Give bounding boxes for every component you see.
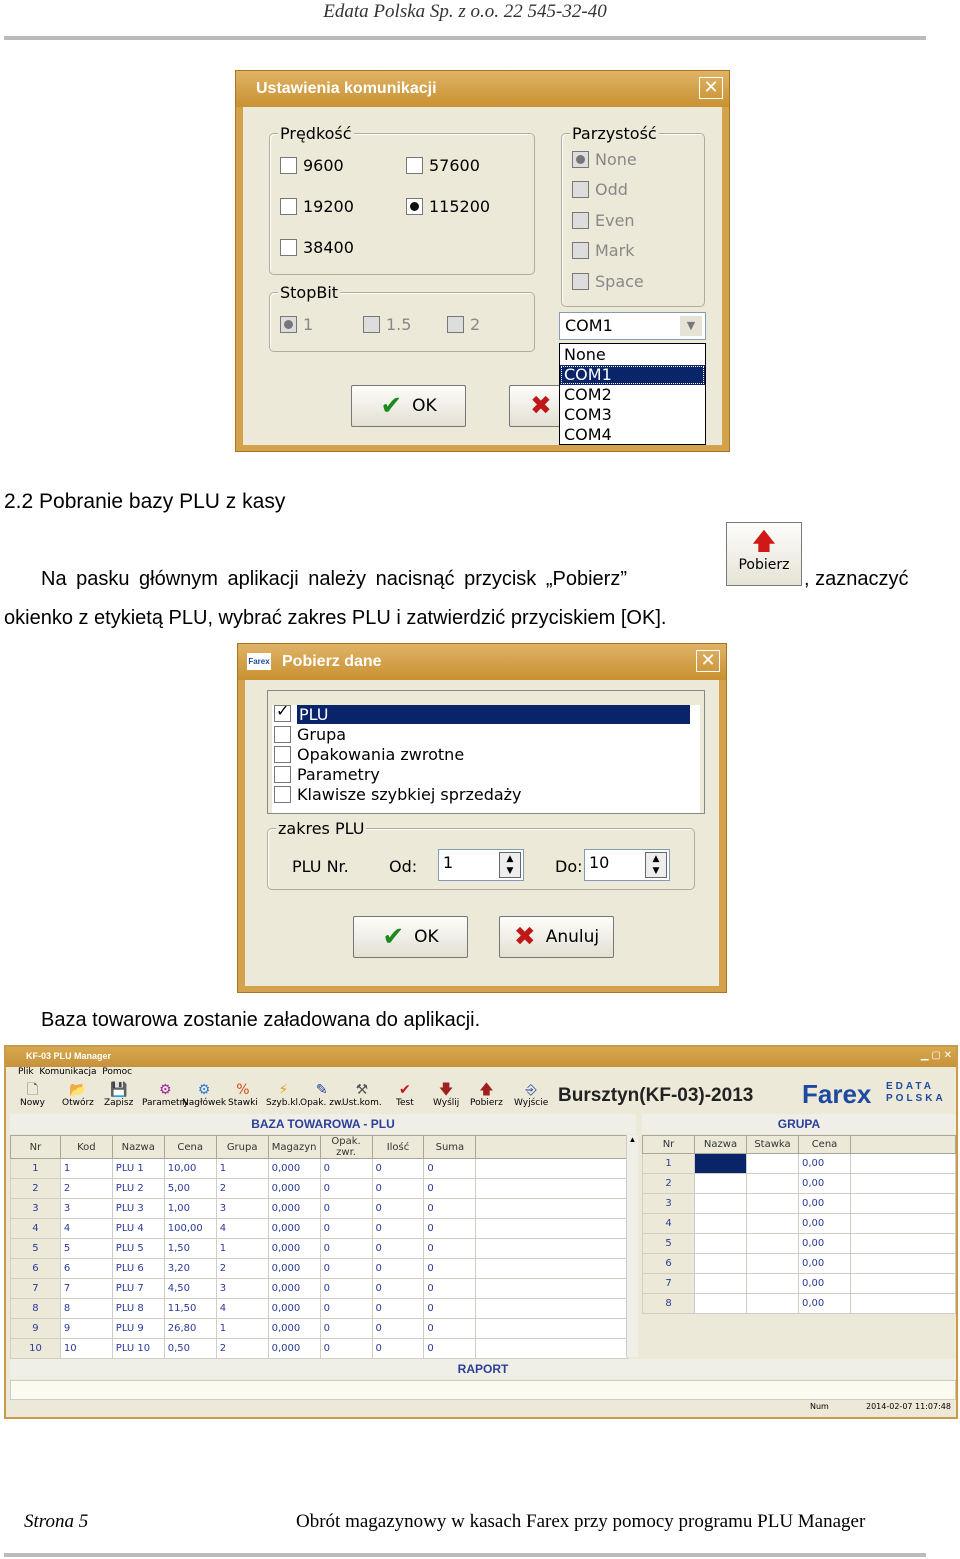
table-cell[interactable]	[747, 1294, 799, 1314]
tb-wyjscie[interactable]: ⎆ Wyjście	[514, 1082, 549, 1108]
plu-section-title: BAZA TOWAROWA - PLU	[10, 1114, 636, 1134]
table-cell[interactable]: 10,00	[164, 1159, 216, 1179]
table-cell[interactable]: 1	[643, 1154, 695, 1174]
table-cell	[851, 1234, 956, 1254]
chevron-down-icon[interactable]: ▼	[680, 316, 702, 336]
table-cell[interactable]: 1	[216, 1319, 268, 1339]
table-cell	[476, 1179, 628, 1199]
checkbox-icon	[274, 786, 291, 803]
table-cell[interactable]: 10	[11, 1339, 61, 1359]
table-cell[interactable]: 26,80	[164, 1319, 216, 1339]
table-cell[interactable]: 3	[643, 1194, 695, 1214]
table-row[interactable]	[11, 1299, 628, 1319]
footer-page: Strona 5	[24, 1511, 89, 1532]
tb-pobierz[interactable]: 🡅 Pobierz	[470, 1082, 503, 1108]
table-cell[interactable]: 2	[60, 1179, 112, 1199]
table-cell[interactable]: 5,00	[164, 1179, 216, 1199]
table-cell[interactable]: 0	[320, 1319, 372, 1339]
table-cell[interactable]: 6	[11, 1259, 61, 1279]
table-cell[interactable]	[695, 1254, 747, 1274]
dialog-client	[243, 107, 722, 445]
radio-icon	[572, 273, 589, 290]
table-cell[interactable]: 0	[424, 1279, 476, 1299]
gear-icon: ⚙	[197, 1082, 211, 1098]
table-cell[interactable]: 0,50	[164, 1339, 216, 1359]
table-row[interactable]	[643, 1174, 956, 1194]
od-label: Od:	[389, 857, 418, 876]
table-cell[interactable]: 3	[216, 1279, 268, 1299]
table-cell[interactable]: 0,000	[268, 1299, 320, 1319]
radio-icon	[406, 157, 423, 174]
table-cell[interactable]: 0,000	[268, 1159, 320, 1179]
radio-icon	[572, 181, 589, 198]
radio-icon	[280, 239, 297, 256]
table-cell[interactable]: 0,00	[799, 1174, 851, 1194]
tb-zapisz[interactable]: 💾 Zapisz	[104, 1082, 134, 1108]
table-cell[interactable]: 0	[320, 1299, 372, 1319]
menu-plik[interactable]: Plik	[18, 1067, 34, 1077]
plu-table	[10, 1135, 628, 1359]
table-cell[interactable]: 0	[424, 1219, 476, 1239]
table-cell[interactable]: PLU 5	[112, 1239, 164, 1259]
table-cell[interactable]: 0,00	[799, 1294, 851, 1314]
table-cell[interactable]: 4	[60, 1219, 112, 1239]
speed-group	[269, 124, 535, 275]
edata-logo: EDATA POLSKA	[886, 1081, 946, 1104]
table-cell[interactable]: 0,00	[799, 1194, 851, 1214]
list-item-parametry[interactable]: Parametry	[272, 765, 700, 785]
table-cell[interactable]: 6	[643, 1254, 695, 1274]
radio-icon	[572, 242, 589, 259]
table-cell[interactable]: 0	[320, 1179, 372, 1199]
port-option[interactable]: COM3	[564, 405, 612, 424]
table-cell[interactable]: 0	[424, 1339, 476, 1359]
section-heading: 2.2 Pobranie bazy PLU z kasy	[4, 490, 286, 513]
table-cell[interactable]: 0,00	[799, 1154, 851, 1174]
open-icon: 📂	[69, 1082, 87, 1098]
arrow-up-icon: 🡅	[751, 528, 777, 555]
cross-icon: ✖	[530, 391, 552, 421]
table-cell[interactable]: 11,50	[164, 1299, 216, 1319]
tb-naglowek[interactable]: ⚙ Nagłówek	[182, 1082, 227, 1108]
table-row[interactable]	[11, 1219, 628, 1239]
table-cell[interactable]: 3	[216, 1199, 268, 1219]
dialog-title: Ustawienia komunikacji	[236, 71, 729, 107]
table-cell	[476, 1259, 628, 1279]
paragraph-line: okienko z etykietą PLU, wybrać zakres PLU i zatwierdzić przyciskiem [OK].	[4, 607, 667, 629]
table-cell[interactable]: 0	[372, 1339, 424, 1359]
tb-opak[interactable]: ✎ Opak. zw.	[300, 1082, 344, 1108]
radio-icon	[280, 198, 297, 215]
table-cell[interactable]: 0	[320, 1199, 372, 1219]
table-cell[interactable]: 5	[60, 1239, 112, 1259]
range-caption: zakres PLU	[278, 819, 365, 838]
od-input[interactable]: 1 ▲ ▼	[438, 849, 524, 881]
do-input[interactable]: 10 ▲ ▼	[584, 849, 670, 881]
table-row[interactable]	[643, 1294, 956, 1314]
table-cell[interactable]	[747, 1274, 799, 1294]
table-cell[interactable]: 0	[320, 1239, 372, 1259]
table-cell[interactable]: 4	[643, 1214, 695, 1234]
table-cell[interactable]: 0	[320, 1219, 372, 1239]
parity-odd[interactable]: Odd	[572, 180, 628, 199]
table-cell	[476, 1319, 628, 1339]
table-cell[interactable]: 1,50	[164, 1239, 216, 1259]
table-cell[interactable]: 0	[424, 1299, 476, 1319]
table-row[interactable]	[11, 1319, 628, 1339]
table-cell[interactable]: 6	[60, 1259, 112, 1279]
table-row[interactable]	[11, 1259, 628, 1279]
radio-icon	[572, 212, 589, 229]
tb-stawki[interactable]: % Stawki	[228, 1082, 258, 1108]
save-icon: 💾	[109, 1082, 128, 1098]
table-cell[interactable]: 0	[372, 1259, 424, 1279]
table-cell[interactable]: 0	[372, 1239, 424, 1259]
table-cell[interactable]: 1	[216, 1239, 268, 1259]
farex-logo: Farex	[247, 653, 271, 670]
device-name: Bursztyn(KF-03)-2013	[558, 1085, 754, 1106]
paragraph-line: , zaznaczyć	[804, 568, 909, 590]
table-row[interactable]	[643, 1274, 956, 1294]
table-cell[interactable]: 1	[11, 1159, 61, 1179]
table-cell[interactable]: PLU 1	[112, 1159, 164, 1179]
paragraph-line: Baza towarowa zostanie załadowana do aplikacji.	[41, 1009, 481, 1031]
spinner-icon[interactable]: ▲ ▼	[499, 852, 521, 878]
table-cell[interactable]: 0,000	[268, 1319, 320, 1339]
table-cell[interactable]	[695, 1274, 747, 1294]
radio-selected-icon	[406, 198, 423, 215]
table-cell[interactable]: 7	[643, 1274, 695, 1294]
table-cell	[476, 1239, 628, 1259]
speed-115200[interactable]: 115200	[406, 197, 490, 216]
group-table	[642, 1135, 956, 1314]
check-icon: ✔	[380, 391, 403, 421]
table-cell	[851, 1174, 956, 1194]
stopbit-caption: StopBit	[280, 283, 339, 302]
stopbit-group	[269, 283, 535, 352]
table-cell	[851, 1214, 956, 1234]
list-item-grupa[interactable]: Grupa	[272, 725, 700, 745]
table-cell	[851, 1194, 956, 1214]
table-cell	[851, 1274, 956, 1294]
footer-rule	[4, 1553, 926, 1557]
ok-button[interactable]: ✔ OK	[353, 916, 468, 958]
table-cell[interactable]: 0	[372, 1159, 424, 1179]
table-cell[interactable]: 3	[60, 1199, 112, 1219]
table-cell[interactable]	[747, 1254, 799, 1274]
table-cell[interactable]: PLU 10	[112, 1339, 164, 1359]
table-cell[interactable]: 0	[424, 1179, 476, 1199]
stopbit-2[interactable]: 2	[447, 315, 480, 334]
table-cell	[851, 1154, 956, 1174]
table-cell[interactable]: 0	[424, 1199, 476, 1219]
table-cell[interactable]: 0	[372, 1219, 424, 1239]
table-row[interactable]	[11, 1279, 628, 1299]
speed-9600[interactable]: 9600	[280, 156, 344, 175]
pobierz-button-image	[726, 522, 802, 586]
tb-ustkom[interactable]: ⚒ Ust.kom.	[342, 1082, 382, 1108]
table-row[interactable]	[11, 1239, 628, 1259]
checkbox-icon	[274, 726, 291, 743]
table-cell[interactable]: 0	[372, 1299, 424, 1319]
checkbox-checked-icon: ✓	[276, 701, 290, 720]
tb-nowy[interactable]: 🗋 Nowy	[20, 1082, 45, 1108]
table-cell[interactable]: PLU 4	[112, 1219, 164, 1239]
list-item-plu[interactable]: ✓ PLU	[272, 705, 700, 725]
table-cell[interactable]: 0,00	[799, 1274, 851, 1294]
table-row[interactable]	[643, 1194, 956, 1214]
cross-icon: ✖	[513, 922, 536, 952]
speed-19200[interactable]: 19200	[280, 197, 354, 216]
table-cell[interactable]	[747, 1214, 799, 1234]
table-cell[interactable]: 5	[643, 1234, 695, 1254]
table-cell[interactable]: 0,000	[268, 1239, 320, 1259]
raport-panel	[10, 1380, 956, 1400]
table-row[interactable]	[643, 1154, 956, 1174]
table-cell[interactable]: 0,000	[268, 1179, 320, 1199]
table-cell[interactable]: 0	[320, 1339, 372, 1359]
table-cell[interactable]	[747, 1174, 799, 1194]
spinner-icon[interactable]: ▲ ▼	[645, 852, 667, 878]
parity-space[interactable]: Space	[572, 272, 644, 291]
paragraph-line: Na pasku głównym aplikacji należy nacisnąć przycisk „Pobierz”	[41, 568, 627, 590]
pobierz-label: Pobierz	[738, 557, 790, 573]
cancel-button[interactable]: ✖ Anuluj	[499, 916, 614, 958]
speed-caption: Prędkość	[280, 124, 352, 143]
tb-otworz[interactable]: 📂 Otwórz	[62, 1082, 94, 1108]
port-option[interactable]: COM4	[564, 425, 612, 444]
table-cell[interactable]: PLU 6	[112, 1259, 164, 1279]
table-cell[interactable]: 4	[216, 1299, 268, 1319]
table-cell[interactable]: 2	[216, 1179, 268, 1199]
table-cell[interactable]: 7	[60, 1279, 112, 1299]
menu-pomoc[interactable]: Pomoc	[102, 1067, 133, 1077]
port-option[interactable]: COM2	[564, 385, 612, 404]
table-cell[interactable]: 100,00	[164, 1219, 216, 1239]
table-cell[interactable]: 0	[424, 1239, 476, 1259]
close-icon[interactable]: ✕	[699, 77, 723, 99]
table-cell[interactable]: PLU 8	[112, 1299, 164, 1319]
table-cell[interactable]: 2	[216, 1339, 268, 1359]
radio-icon	[447, 316, 464, 333]
table-cell[interactable]: 2	[643, 1174, 695, 1194]
range-group	[267, 819, 695, 890]
parity-none[interactable]: None	[572, 150, 637, 169]
checkbox-icon	[274, 746, 291, 763]
table-header: Nr Kod Nazwa Cena Grupa Magazyn Opak. zwr. Ilość Suma	[11, 1136, 628, 1159]
table-cell	[476, 1159, 628, 1179]
tb-wyslij[interactable]: 🡇 Wyślij	[433, 1082, 460, 1108]
gear-icon: ⚙	[159, 1082, 172, 1098]
table-row[interactable]	[11, 1199, 628, 1219]
ok-button[interactable]: ✔ OK	[351, 385, 466, 427]
table-cell[interactable]: 0,000	[268, 1199, 320, 1219]
table-row[interactable]	[643, 1234, 956, 1254]
table-cell	[851, 1254, 956, 1274]
port-dropdown-list	[559, 343, 706, 445]
radio-selected-icon	[280, 316, 297, 333]
table-row[interactable]	[11, 1339, 628, 1359]
table-cell[interactable]: PLU 9	[112, 1319, 164, 1339]
table-cell[interactable]: 1	[216, 1159, 268, 1179]
farex-logo: Farex	[802, 1079, 872, 1109]
header-rule	[4, 36, 926, 40]
table-cell[interactable]: 8	[643, 1294, 695, 1314]
radio-icon	[363, 316, 380, 333]
table-cell[interactable]: 5	[11, 1239, 61, 1259]
table-cell[interactable]: 8	[11, 1299, 61, 1319]
group-section-title: GRUPA	[642, 1114, 956, 1134]
check-icon: ✔	[382, 922, 405, 952]
table-cell[interactable]: 0,000	[268, 1279, 320, 1299]
comm-settings-dialog	[235, 70, 730, 452]
table-cell[interactable]: 0,000	[268, 1259, 320, 1279]
table-cell[interactable]: 0	[372, 1319, 424, 1339]
raport-title: RAPORT	[10, 1359, 956, 1379]
table-cell[interactable]: 0	[320, 1259, 372, 1279]
table-cell[interactable]	[695, 1154, 747, 1174]
tb-szybkl[interactable]: ⚡ Szyb.kl.	[266, 1082, 301, 1108]
arrow-down-icon: 🡇	[438, 1082, 454, 1098]
table-cell[interactable]	[747, 1194, 799, 1214]
table-row[interactable]	[11, 1159, 628, 1179]
plu-nr-label: PLU Nr.	[292, 857, 349, 876]
status-num: Num	[810, 1402, 829, 1411]
table-cell[interactable]	[695, 1234, 747, 1254]
table-cell	[476, 1339, 628, 1359]
table-row[interactable]	[643, 1214, 956, 1234]
table-cell	[851, 1294, 956, 1314]
list-item-opakowania[interactable]: Opakowania zwrotne	[272, 745, 700, 765]
table-cell	[476, 1279, 628, 1299]
table-cell[interactable]: 10	[60, 1339, 112, 1359]
table-cell[interactable]: 2	[216, 1259, 268, 1279]
arrow-up-icon: 🡅	[479, 1082, 494, 1098]
table-cell[interactable]: 9	[60, 1319, 112, 1339]
table-cell[interactable]: 8	[60, 1299, 112, 1319]
checkbox-icon	[274, 766, 291, 783]
table-header: Nr Nazwa Stawka Cena	[643, 1136, 956, 1154]
new-icon: 🗋	[26, 1082, 39, 1098]
parity-caption: Parzystość	[572, 124, 657, 143]
pen-icon: ✎	[315, 1082, 328, 1098]
lightning-icon: ⚡	[278, 1082, 289, 1098]
table-cell[interactable]	[747, 1234, 799, 1254]
table-cell[interactable]: 0	[372, 1199, 424, 1219]
data-type-frame	[267, 690, 705, 814]
speed-57600[interactable]: 57600	[406, 156, 480, 175]
percent-icon: %	[236, 1082, 250, 1098]
page-header: Edata Polska Sp. z o.o. 22 545-32-40	[323, 1, 607, 22]
table-cell[interactable]: 1,00	[164, 1199, 216, 1219]
table-cell[interactable]: PLU 3	[112, 1199, 164, 1219]
table-cell[interactable]: 0	[320, 1279, 372, 1299]
table-cell[interactable]: 3	[11, 1199, 61, 1219]
menu-bar	[18, 1067, 132, 1077]
table-cell[interactable]: 7	[11, 1279, 61, 1299]
radio-icon	[280, 157, 297, 174]
table-cell[interactable]: PLU 2	[112, 1179, 164, 1199]
check-icon: ✔	[399, 1082, 411, 1098]
table-cell[interactable]: 0,00	[799, 1234, 851, 1254]
plu-manager-window	[4, 1045, 958, 1419]
table-row[interactable]	[643, 1254, 956, 1274]
exit-icon: ⎆	[525, 1082, 537, 1098]
table-cell[interactable]: 4,50	[164, 1279, 216, 1299]
table-cell[interactable]: 2	[11, 1179, 61, 1199]
dialog-client	[245, 680, 719, 986]
port-select[interactable]: COM1 ▼	[559, 312, 706, 340]
table-cell[interactable]: 0,00	[799, 1254, 851, 1274]
table-cell[interactable]: 0	[320, 1159, 372, 1179]
tools-icon: ⚒	[355, 1082, 369, 1098]
do-label: Do:	[555, 857, 583, 876]
table-cell[interactable]: 0	[424, 1319, 476, 1339]
port-option-selected[interactable]: COM1	[560, 365, 705, 385]
status-time: 2014-02-07 11:07:48	[866, 1402, 951, 1411]
footer-title: Obrót magazynowy w kasach Farex przy pomocy programu PLU Manager	[296, 1511, 866, 1532]
tb-test[interactable]: ✔ Test	[396, 1082, 414, 1108]
table-cell[interactable]: 0,000	[268, 1339, 320, 1359]
close-icon[interactable]: ✕	[696, 650, 720, 672]
radio-selected-icon	[572, 151, 589, 168]
table-cell[interactable]: 0,000	[268, 1219, 320, 1239]
table-cell[interactable]	[695, 1174, 747, 1194]
table-cell[interactable]: 9	[11, 1319, 61, 1339]
stopbit-1[interactable]: 1	[280, 315, 313, 334]
table-cell[interactable]: 1	[60, 1159, 112, 1179]
table-cell[interactable]: 3,20	[164, 1259, 216, 1279]
dialog-title: Pobierz dane	[238, 644, 726, 680]
table-cell[interactable]	[747, 1154, 799, 1174]
app-title: KF-03 PLU Manager	[6, 1047, 956, 1067]
table-cell	[476, 1199, 628, 1219]
table-cell[interactable]: 0	[372, 1179, 424, 1199]
table-cell[interactable]: 0	[424, 1259, 476, 1279]
parity-group	[561, 124, 705, 307]
download-dialog	[237, 643, 727, 993]
table-cell[interactable]: 4	[11, 1219, 61, 1239]
table-cell[interactable]	[695, 1294, 747, 1314]
list-item-klawisze[interactable]: Klawisze szybkiej sprzedaży	[272, 785, 700, 805]
table-cell[interactable]: 0	[372, 1279, 424, 1299]
parity-mark[interactable]: Mark	[572, 241, 634, 260]
table-row[interactable]	[11, 1179, 628, 1199]
table-cell[interactable]	[695, 1214, 747, 1234]
speed-38400[interactable]: 38400	[280, 238, 354, 257]
menu-komunikacja[interactable]: Komunikacja	[39, 1067, 97, 1077]
table-cell[interactable]: 4	[216, 1219, 268, 1239]
port-option[interactable]: None	[564, 345, 606, 364]
table-cell	[476, 1219, 628, 1239]
table-cell[interactable]	[695, 1194, 747, 1214]
table-cell[interactable]: 0	[424, 1159, 476, 1179]
stopbit-1-5[interactable]: 1.5	[363, 315, 411, 334]
table-cell[interactable]: PLU 7	[112, 1279, 164, 1299]
parity-even[interactable]: Even	[572, 211, 635, 230]
window-controls-icon[interactable]: ▁ ▢ ✕	[920, 1050, 952, 1061]
tb-parametry[interactable]: ⚙ Parametry	[142, 1082, 189, 1108]
scrollbar[interactable]: ▲	[626, 1135, 638, 1357]
table-cell[interactable]: 0,00	[799, 1214, 851, 1234]
data-type-list	[272, 701, 700, 813]
table-cell	[476, 1299, 628, 1319]
